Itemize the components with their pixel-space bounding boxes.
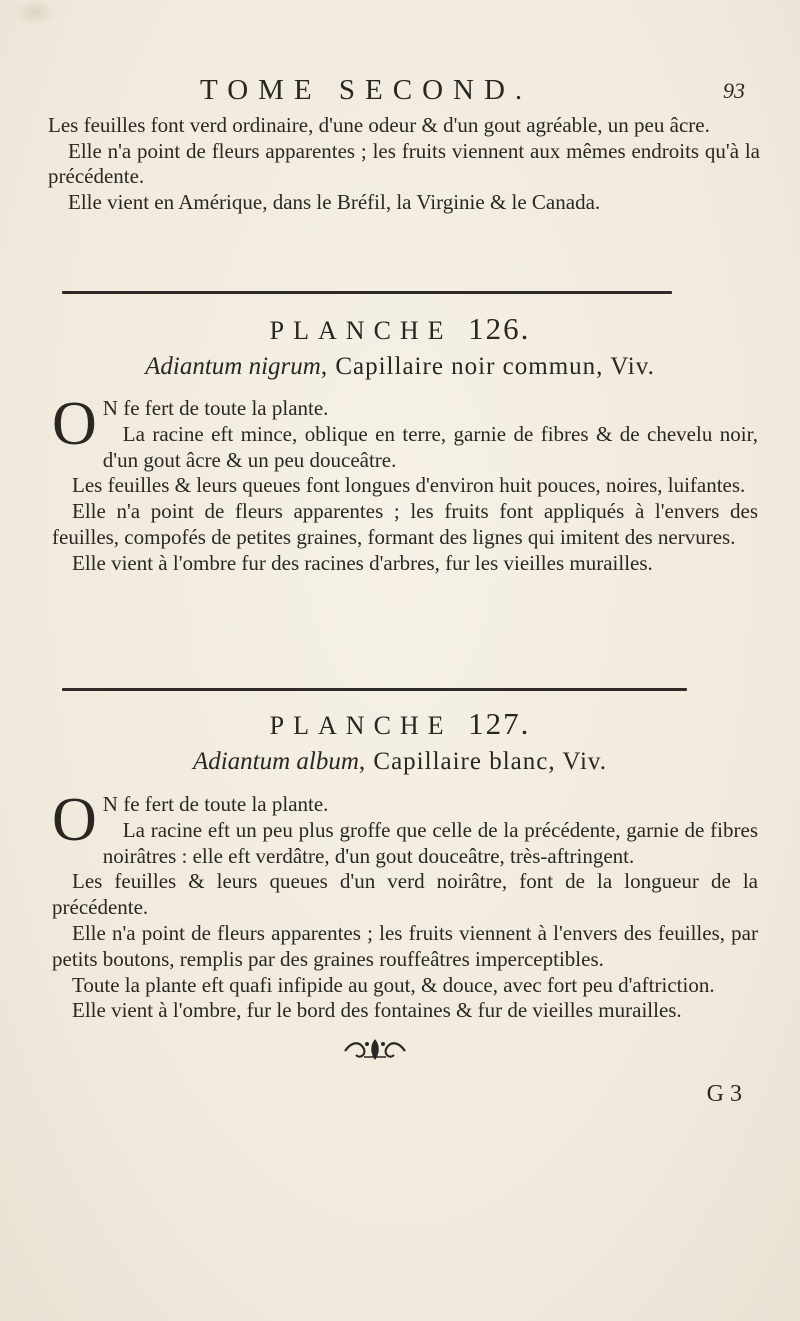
paragraph: Elle vient à l'ombre fur des racines d'arbres, fur les vieilles murailles. <box>72 550 653 575</box>
plate-127-species <box>0 748 800 776</box>
paragraph: Elle vient à l'ombre, fur le bord des fontaines & fur de vieilles murailles. <box>72 998 682 1023</box>
plate-126-species <box>0 353 800 381</box>
paragraph: Elle vient en Amérique, dans le Bréfil, la Virginie & le Canada. <box>68 189 601 214</box>
fleuron-ornament <box>340 1035 410 1063</box>
drop-cap: O <box>52 786 97 854</box>
common-name: , Capillaire blanc, Viv. <box>358 748 608 775</box>
plate-label: PLANCHE <box>269 711 453 740</box>
paragraph: Toute la plante eft quafi infipide au gout, & douce, avec fort peu d'aftriction. <box>72 972 715 997</box>
paragraph: La racine eft mince, oblique en terre, garnie de fibres & de chevelu noir, d'un gout âcre & un peu douceâtre. <box>102 421 758 472</box>
latin-name: Adiantum nigrum <box>145 353 321 380</box>
drop-cap: O <box>52 390 97 458</box>
plate-126-text <box>52 390 758 577</box>
running-title: TOME SECOND. <box>200 74 533 106</box>
paragraph-opening: N fe fert de toute la plante. <box>102 792 329 816</box>
section-rule <box>62 291 672 294</box>
continuation-text <box>48 113 760 215</box>
plate-127-text <box>52 786 758 1024</box>
signature-mark: G 3 <box>706 1081 742 1107</box>
plate-126-heading <box>0 311 800 347</box>
paragraph: La racine eft un peu plus groffe que celle de la précédente, garnie de fibres noirâtres : elle eft verdâtre, d'un gout douceâtre, très-aftringent. <box>102 817 758 868</box>
plate-number: 126. <box>468 311 531 346</box>
paragraph: Elle n'a point de fleurs apparentes ; les fruits font appliqués à l'envers des feuilles, compofés de petites graines, formant des lignes qui imitent des nervures. <box>52 499 758 549</box>
paragraph-opening: N fe fert de toute la plante. <box>102 396 329 420</box>
section-rule <box>62 688 687 691</box>
page-number: 93 <box>723 78 745 103</box>
page-stain <box>15 0 55 25</box>
plate-label: PLANCHE <box>269 316 453 345</box>
paragraph: Elle n'a point de fleurs apparentes ; les fruits viennent aux mêmes endroits qu'à la précédente. <box>48 138 760 188</box>
plate-number: 127. <box>468 706 531 741</box>
paragraph: Les feuilles font verd ordinaire, d'une odeur & d'un gout agréable, un peu âcre. <box>48 113 710 137</box>
paragraph: Les feuilles & leurs queues d'un verd noirâtre, font de la longueur de la précédente. <box>52 869 758 920</box>
running-head <box>0 74 800 114</box>
plate-127-heading <box>0 706 800 742</box>
common-name: , Capillaire noir commun, Viv. <box>320 353 655 380</box>
paragraph: Elle n'a point de fleurs apparentes ; les fruits viennent à l'envers des feuilles, par petits boutons, remplis par des graines rouffeâtres imperceptibles. <box>52 920 758 971</box>
paragraph: Les feuilles & leurs queues font longues d'environ huit pouces, noires, luifantes. <box>72 473 746 498</box>
latin-name: Adiantum album <box>192 748 359 775</box>
